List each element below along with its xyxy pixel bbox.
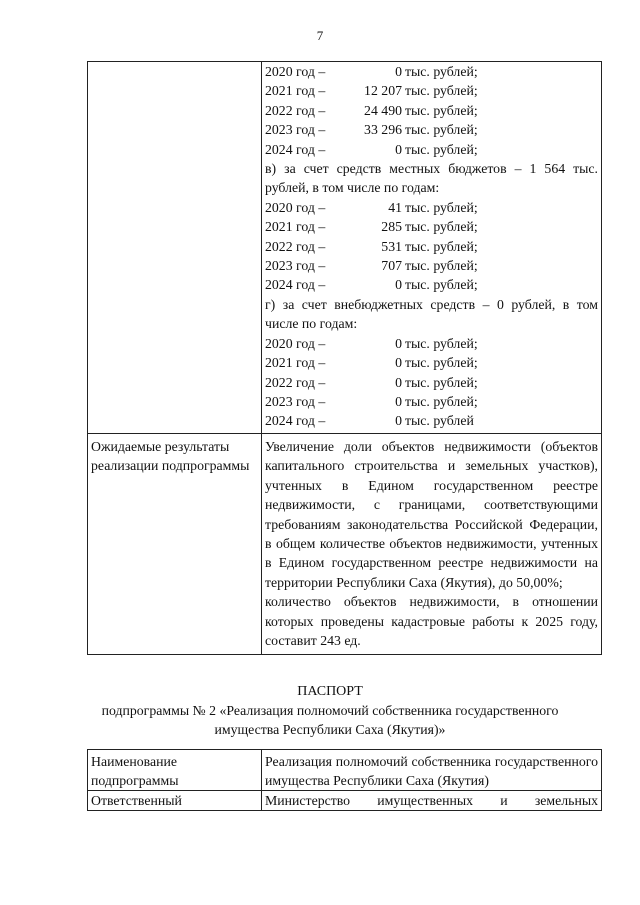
funding-year-row <box>265 392 598 411</box>
funding-unit: тыс. рублей; <box>405 199 478 215</box>
funding-year: 2024 год – <box>265 141 326 157</box>
funding-unit: тыс. рублей; <box>405 238 478 254</box>
passport-responsible-label: Ответственный <box>88 791 262 811</box>
funding-year-row <box>265 62 598 81</box>
expected-results-paragraph-1: Увеличение доли объектов недвижимости (объектов капитального строительства и земельных участков), учтенных в Едином государственном реестре недвижимости, с границами, соответствующими требованиям законодательства Российской Федерации, в общем количестве объектов недвижимости, учтенных в Едином государственном реестре недвижимости на территории Республики Саха (Якутия), до 50,00%; <box>265 439 598 590</box>
passport-responsible-value <box>262 791 602 811</box>
funding-unit: тыс. рублей; <box>405 122 478 138</box>
funding-amount: 0 <box>395 355 402 371</box>
funding-year-row <box>265 120 598 139</box>
funding-rows-group-2 <box>265 198 598 295</box>
passport-subtitle-line-1: подпрограммы № 2 «Реализация полномочий собственника государственного <box>101 703 559 718</box>
funding-row <box>88 62 602 434</box>
funding-year: 2024 год – <box>265 277 326 293</box>
funding-rows-group-3 <box>265 334 598 431</box>
funding-unit: тыс. рублей; <box>405 355 478 371</box>
funding-amount: 33 296 <box>364 122 402 138</box>
expected-results-label: Ожидаемые результаты реализации подпрограммы <box>88 434 262 655</box>
funding-year: 2023 год – <box>265 393 326 409</box>
funding-year-row <box>265 256 598 275</box>
funding-year-row <box>265 217 598 236</box>
passport-subtitle-line-2: имущества Республики Саха (Якутия)» <box>214 722 446 737</box>
expected-results-paragraph-2: количество объектов недвижимости, в отношении которых проведены кадастровые работы к 2025 году, составит 243 ед. <box>265 594 598 649</box>
funding-unit: тыс. рублей; <box>405 141 478 157</box>
funding-unit: тыс. рублей <box>405 413 474 429</box>
expected-results-row <box>88 434 602 655</box>
passport-name-row <box>88 750 602 791</box>
passport-name-value: Реализация полномочий собственника государственного имущества Республики Саха (Якутия) <box>262 750 602 791</box>
funding-rows-group-1 <box>265 62 598 159</box>
funding-amount: 0 <box>395 413 402 429</box>
funding-year: 2022 год – <box>265 102 326 118</box>
funding-unit: тыс. рублей; <box>405 64 478 79</box>
funding-amount: 0 <box>395 64 402 79</box>
funding-year-row <box>265 237 598 256</box>
funding-year: 2024 год – <box>265 413 326 429</box>
funding-amount: 24 490 <box>364 102 402 118</box>
funding-year-row <box>265 275 598 294</box>
funding-year-row <box>265 198 598 217</box>
funding-year-row <box>265 411 598 430</box>
funding-year: 2020 год – <box>265 199 326 215</box>
funding-value-cell <box>262 62 602 434</box>
funding-year: 2021 год – <box>265 355 326 371</box>
funding-amount: 0 <box>395 141 402 157</box>
local-budget-text: в) за счет средств местных бюджетов – 1 564 тыс. рублей, в том числе по годам: <box>265 161 598 196</box>
funding-unit: тыс. рублей; <box>405 219 478 235</box>
funding-year: 2022 год – <box>265 238 326 254</box>
funding-amount: 285 <box>381 219 402 235</box>
funding-label-cell <box>88 62 262 434</box>
expected-results-value-cell <box>262 434 602 655</box>
funding-year-row <box>265 353 598 372</box>
funding-amount: 531 <box>381 238 402 254</box>
funding-unit: тыс. рублей; <box>405 277 478 293</box>
funding-unit: тыс. рублей; <box>405 374 478 390</box>
funding-amount: 41 <box>388 199 402 215</box>
funding-amount: 707 <box>381 258 402 274</box>
funding-year: 2023 год – <box>265 258 326 274</box>
funding-amount: 12 207 <box>364 83 402 99</box>
funding-year: 2021 год – <box>265 219 326 235</box>
passport-responsible-value-text: Министерство имущественных и земельных <box>265 793 598 808</box>
funding-year-row <box>265 140 598 159</box>
funding-year: 2020 год – <box>265 335 326 351</box>
passport-subtitle <box>70 701 590 739</box>
extrabudget-text: г) за счет внебюджетных средств – 0 рублей, в том числе по годам: <box>265 296 598 332</box>
funding-year: 2021 год – <box>265 83 326 99</box>
passport-name-label: Наименование подпрограммы <box>88 750 262 791</box>
funding-amount: 0 <box>395 335 402 351</box>
funding-unit: тыс. рублей; <box>405 102 478 118</box>
passport-title: ПАСПОРТ <box>297 684 363 699</box>
funding-year-row <box>265 101 598 120</box>
funding-year-row <box>265 334 598 353</box>
subprogram-table-continued <box>87 61 602 655</box>
funding-year: 2022 год – <box>265 374 326 390</box>
funding-year: 2023 год – <box>265 122 326 138</box>
passport-table <box>87 749 602 811</box>
funding-year-row <box>265 81 598 100</box>
funding-unit: тыс. рублей; <box>405 335 478 351</box>
funding-amount: 0 <box>395 393 402 409</box>
page-number: 7 <box>316 28 324 43</box>
funding-year: 2020 год – <box>265 64 326 79</box>
funding-unit: тыс. рублей; <box>405 83 478 99</box>
funding-amount: 0 <box>395 277 402 293</box>
funding-unit: тыс. рублей; <box>405 258 478 274</box>
funding-amount: 0 <box>395 374 402 390</box>
funding-year-row <box>265 373 598 392</box>
passport-responsible-row <box>88 791 602 811</box>
funding-unit: тыс. рублей; <box>405 393 478 409</box>
